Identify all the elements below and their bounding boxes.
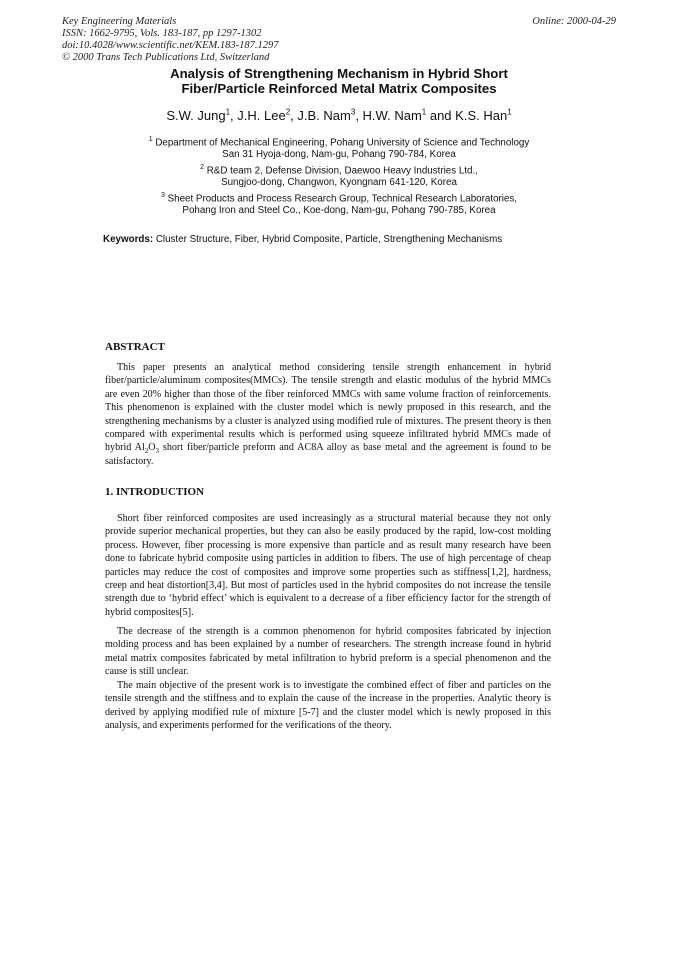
author-5: K.S. Han$^1$ [455,108,512,124]
doi-line: doi:10.4028/www.scientific.net/KEM.183-187.1297 [62,40,279,51]
author-3: J.B. Nam$^3$, [297,108,363,124]
keywords [103,234,502,245]
affiliation-1: $^1$ Department of Mechanical Engineering, Pohang University of Science and Technology San 31 Hyoja-dong, Nam-gu, Pohang 790-784, Korea [148,136,530,161]
paper-title [0,66,678,96]
author-1: S.W. Jung$^1$, [166,108,238,124]
title-line-1: Analysis of Strengthening Mechanism in Hybrid Short [170,66,508,81]
abstract-body: This paper presents an analytical method considering tensile strength enhancement in hybrid fiber/particle/aluminum composites(MMCs). The tensile strength and elastic modulus of the hybrid MMCs are even 20% higher than those of the fiber reinforced MMCs with same volume fraction of reinforcements. This phenomenon is explained with the cluster model which is newly proposed in this research, and the strengthening mechanisms by a cluster is analyzed using modified rule of mixtures. The present theory is then compared with experimental results which is performed using squeeze infiltrated hybrid MMCs made of hybrid $Al_2O_3$ short fiber/particle preform and AC8A alloy as base metal and the agreement is found to be satisfactory. [105,362,551,467]
issn-line: ISSN: 1662-9795, Vols. 183-187, pp 1297-1302 [62,28,262,39]
author-4: H.W. Nam$^1$ and [362,108,456,124]
intro-paragraph-2: The decrease of the strength is a common phenomenon for hybrid composites fabricated by injection molding process and has been explained by a number of researchers. The strength increase found in hybrid metal matrix composites fabricated by metal infiltration to hybrid preform is a special phenomenon and the cause is still unclear. [105,626,551,678]
author-list [0,108,678,123]
keywords-label: Keywords: [103,234,154,245]
online-date: Online: 2000-04-29 [532,16,616,27]
journal-header [62,16,279,64]
abstract-heading: ABSTRACT [105,341,165,353]
journal-name: Key Engineering Materials [62,16,177,27]
introduction-heading: 1. INTRODUCTION [105,486,205,498]
keywords-text: Cluster Structure, Fiber, Hybrid Composite, Particle, Strengthening Mechanisms [155,234,503,245]
intro-paragraph-1: Short fiber reinforced composites are used increasingly as a structural material because they not only provide superior mechanical properties, but they can also be easily produced by the rapid, low-cost molding process. However, fiber processing is more expensive than particle and as result many research have been done to fabricate hybrid composite using particles in addition to fibers. The use of high percentage of cheap particles may reduce the cost of composites and improve some properties such as stiffness[1,2], hardness, creep and heat distortion[3,4]. But most of particles used in the hybrid composites do not increase the tensile strength due to ‘hybrid effect’ which is equivalent to a decrease of a fiber efficiency factor for the strength of hybrid composites[5]. [105,513,551,618]
affiliation-2: $^2$ R&D team 2, Defense Division, Daewoo Heavy Industries Ltd., Sungjoo-dong, Changwon, Kyongnam 641-120, Korea [200,164,478,189]
copyright-line: © 2000 Trans Tech Publications Ltd, Switzerland [62,52,270,63]
intro-paragraph-3: The main objective of the present work is to investigate the combined effect of fiber and particles on the tensile strength and the stiffness and to explain the cause of the increase in the properties. Analytic theory is derived by applying modified rule of mixture [5-7] and the cluster model which is newly proposed in this analysis, and experiments performed for the verifications of the theory. [105,680,551,732]
affiliation-3: $^3$ Sheet Products and Process Research Group, Technical Research Laboratories, Pohang Iron and Steel Co., Koe-dong, Nam-gu, Pohang 790-785, Korea [160,192,518,217]
title-line-2: Fiber/Particle Reinforced Metal Matrix Composites [181,81,497,96]
author-2: J.H. Lee$^2$, [237,108,298,124]
